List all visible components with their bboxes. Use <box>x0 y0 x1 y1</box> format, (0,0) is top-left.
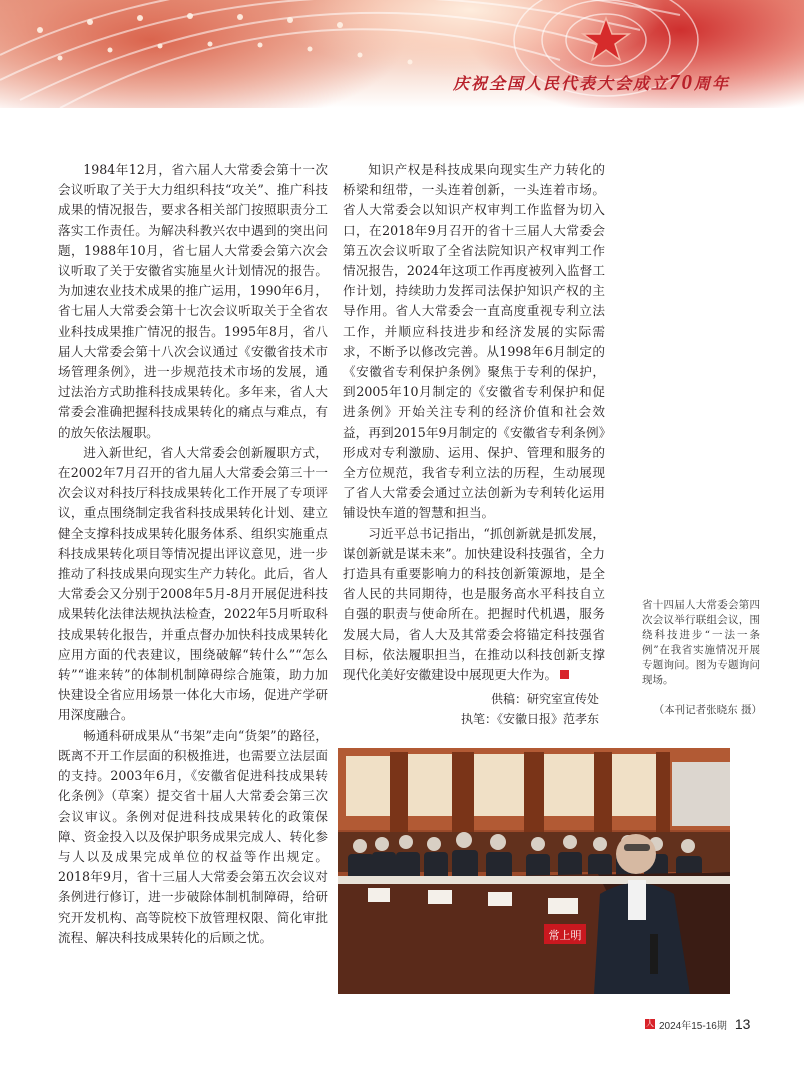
author-credit: 执笔：《安徽日报》范孝东 <box>460 712 599 727</box>
red-star-icon <box>583 18 629 60</box>
end-mark-icon <box>560 670 569 679</box>
nameplate-text: 常上明 <box>548 929 582 942</box>
meeting-photo-illustration <box>338 748 730 994</box>
magazine-logo-icon: 人 <box>646 1019 654 1028</box>
header-banner <box>0 0 804 108</box>
source-credit: 供稿：研究室宣传处 <box>490 692 599 707</box>
paragraph-final <box>343 524 605 686</box>
paragraph-text: 习近平总书记指出，“抓创新就是抓发展，谋创新就是谋未来”。加快建设科技强省，全力打造具有重要影响力的科技创新策源地，是全省人民的共同期待，也是服务高水平科技自立自强的职责与使命所在。把握时代机遇，服务发展大局，省人大及其常委会将锚定科技强省目标，依法履职担当，在推动以科技创新支撑现代化美好安徽建设中展现更大作为。 <box>343 525 605 683</box>
photo-credit: （本刊记者张晓东 摄） <box>653 704 762 716</box>
paragraph: 1984年12月，省六届人大常委会第十一次会议听取了关于大力组织科技“攻关”、推广科技成果的情况报告，要求各相关部门按照职责分工落实工作责任。为解决科教兴农中遇到的突出问题，1988年10月，省七届人大常委会第六次会议听取了关于安徽省实施星火计划情况的报告。为加速农业技术成果的推广运用，1990年6月，省七届人大常委会第十七次会议听取关于全省农业科技成果推广情况的报告。1995年8月，省八届人大常委会第十八次会议通过《安徽省技术市场管理条例》，进一步规范技术市场的发展，通过法治方式助推科技成果转化。多年来，省人大常委会准确把握科技成果转化的痛点与难点，有的放矢依法履职。 <box>58 162 328 440</box>
anniversary-caption: 庆祝全国人民代表大会成立70周年 <box>452 70 730 94</box>
page-number: 13 <box>734 1016 751 1032</box>
paragraph: 进入新世纪，省人大常委会创新履职方式，在2002年7月召开的省九届人大常委会第三十一次会议对科技厅科技成果转化工作开展了专项评议，重点围绕制定我省科技成果转化计划、建立健全支撑科技成果转化服务体系、组织实施重点科技成果转化项目等情况提出评议意见，进一步推动了科技成果向现实生产力转化。此后，省人大常委会又分别于2008年5月-8月开展促进科技成果转化法律法规执法检查，2022年5月听取科技成果转化报告，并重点督办加快科技成果转化应用方面的代表建议，围绕破解“转什么”“怎么转”“谁来转”的体制机制障碍综合施策，助力加快建设全省应用场景一体化大市场，促进产学研用深度融合。 <box>58 444 328 723</box>
paragraph: 知识产权是科技成果向现实生产力转化的桥梁和纽带，一头连着创新，一头连着市场。省人大常委会以知识产权审判工作监督为切入口，在2018年9月召开的省十三届人大常委会第五次会议听取了全省法院知识产权审判工作情况报告，2024年这项工作再度被列入监督工作计划，持续助力发挥司法保护知识产权的主导作用。省人大常委会一直高度重视专利立法工作，并顺应科技进步和经济发展的实际需求，不断予以修改完善。从1998年6月制定的《安徽省专利保护条例》聚焦于专利的保护，到2005年10月制定的《安徽省专利保护和促进条例》开始关注专利的经济价值和社会效益，再到2015年9月制定的《安徽省专利条例》形成对专利激励、运用、保护、管理和服务的全方位规范，我省专利立法的历程，生动展现了省人大常委会通过立法创新为专利转化运用铺设快车道的智慧和担当。 <box>343 162 605 521</box>
paragraph: 畅通科研成果从“书架”走向“货架”的路径，既离不开工作层面的积极推进，也需要立法层面的支持。2003年6月，《安徽省促进科技成果转化条例》（草案）提交省十届人大常委会第三次会议审议。条例对促进科技成果转化的政策保障、资金投入以及保护职务成果完成人、转化参与人以及成果完成单位的权益等作出规定。2018年9月，省十三届人大常委会第五次会议对条例进行修订，进一步破除体制机制障碍，给研究开发机构、高等院校下放管理权限、简化审批流程、解决科技成果转化的后顾之忧。 <box>58 727 328 945</box>
page-footer <box>645 1016 750 1032</box>
meeting-photo <box>338 748 730 994</box>
article-column-right <box>343 160 605 729</box>
issue-label: 2024年15-16期 <box>659 1020 727 1032</box>
photo-caption: 省十四届人大常委会第四次会议举行联组会议，围绕科技进步“一法一条例”在我省实施情况开展专题询问。图为专题询问现场。 <box>642 599 760 686</box>
article-column-left <box>58 160 328 948</box>
